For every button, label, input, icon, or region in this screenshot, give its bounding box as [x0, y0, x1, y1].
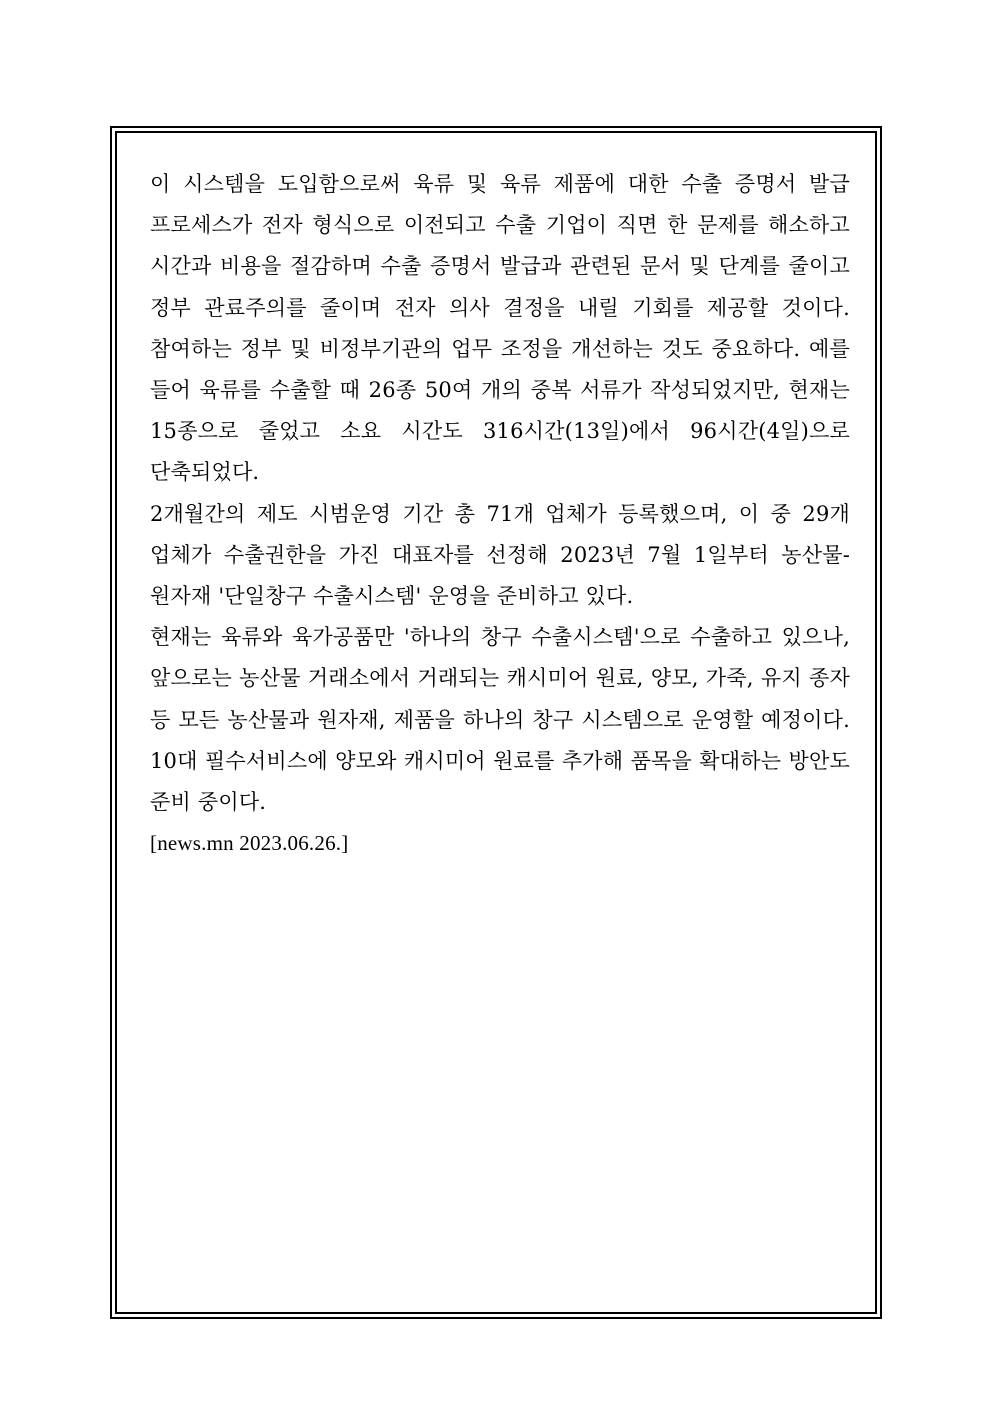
- paragraph-2: 2개월간의 제도 시범운영 기간 총 71개 업체가 등록했으며, 이 중 29개 업체가 수출권한을 가진 대표자를 선정해 2023년 7월 1일부터 농산물-원자재 '단일창구 수출시스템' 운영을 준비하고 있다.: [150, 501, 850, 609]
- article-body: [150, 164, 850, 864]
- document-frame: [110, 126, 882, 1319]
- document-frame-inner: [115, 131, 877, 1314]
- paragraph-3: 현재는 육류와 육가공품만 '하나의 창구 수출시스템'으로 수출하고 있으나, 앞으로는 농산물 거래소에서 거래되는 캐시미어 원료, 양모, 가죽, 유지 종자 등 모든 농산물과 원자재, 제품을 하나의 창구 시스템으로 운영할 예정이다. 10대 필수서비스에 양모와 캐시미어 원료를 추가해 품목을 확대하는 방안도 준비 중이다.: [150, 625, 850, 815]
- paragraph-1: 이 시스템을 도입함으로써 육류 및 육류 제품에 대한 수출 증명서 발급 프로세스가 전자 형식으로 이전되고 수출 기업이 직면 한 문제를 해소하고 시간과 비용을 절감하며 수출 증명서 발급과 관련된 문서 및 단계를 줄이고 정부 관료주의를 줄이며 전자 의사 결정을 내릴 기회를 제공할 것이다. 참여하는 정부 및 비정부기관의 업무 조정을 개선하는 것도 중요하다. 예를 들어 육류를 수출할 때 26종 50여 개의 중복 서류가 작성되었지만, 현재는 15종으로 줄었고 소요 시간도 316시간(13일)에서 96시간(4일)으로 단축되었다.: [150, 172, 850, 485]
- source-citation: [news.mn 2023.06.26.]: [150, 831, 349, 856]
